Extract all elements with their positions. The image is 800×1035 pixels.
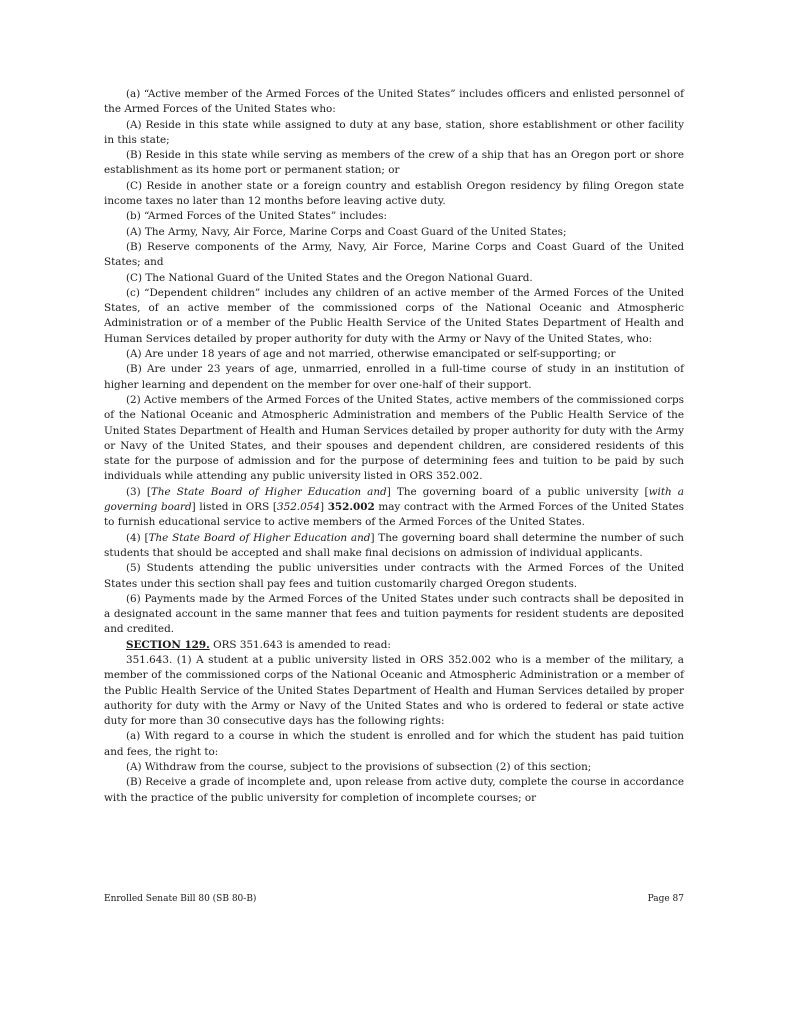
text-span: ] The governing board shall determine the number of such students that should be accepted and shall make final decisions on admission of individual applicants. [104,531,684,559]
paragraph: (2) Active members of the Armed Forces of the United States, active members of the commissioned corps of the National Oceanic and Atmospheric Administration and members of the Public Health Service of the United States Department of Health and Human Services detailed by proper authority for duty with the Army or Navy of the United States, and their spouses and dependent children, are considered residents of this state for the purpose of admission and for the purpose of determining fees and tuition to be paid by such individuals while attending any public university listed in ORS 352.002. [104,393,684,483]
page-number: Page 87 [647,894,684,904]
deleted-text: with a governing board [104,485,684,514]
deleted-text: 352.054 [276,501,320,514]
paragraph: (5) Students attending the public universities under contracts with the Armed Forces of the United States under this section shall pay fees and tuition customarily charged Oregon students. [104,562,684,590]
paragraph: (b) “Armed Forces of the United States” includes: [126,210,387,223]
paragraph: (C) The National Guard of the United States and the Oregon National Guard. [126,271,533,284]
section-intro: ORS 351.643 is amended to read: [209,638,391,651]
section-heading-line [104,638,684,653]
text-span: ] The governing board of a public university [ [386,485,649,498]
paragraph: (A) Are under 18 years of age and not married, otherwise emancipated or self-supporting; or [126,348,616,361]
text-span: ] listed in ORS [ [191,501,277,514]
paragraph: (6) Payments made by the Armed Forces of the United States under such contracts shall be deposited in a designated account in the same manner that fees and tuition payments for resident students are deposited and credited. [104,592,684,636]
paragraph: (A) Reside in this state while assigned to duty at any base, station, shore establishment or other facility in this state; [104,118,684,146]
deleted-text: The State Board of Higher Education and [150,485,387,498]
paragraph: (B) Receive a grade of incomplete and, upon release from active duty, complete the course in accordance with the practice of the public university for completion of incomplete courses; or [104,776,684,804]
paragraph: (A) Withdraw from the course, subject to the provisions of subsection (2) of this section; [126,761,592,774]
text-span: ] [319,501,328,514]
paragraph: (A) The Army, Navy, Air Force, Marine Corps and Coast Guard of the United States; [126,225,567,238]
paragraph: 351.643. (1) A student at a public university listed in ORS 352.002 who is a member of the military, a member of the commissioned corps of the National Oceanic and Atmospheric Administration or a member of the Public Health Service of the United States Department of Health and Human Services detailed by proper authority for duty with the Army or Navy of the United States and who is ordered to federal or state active duty for more than 30 consecutive days has the following rights: [104,653,684,728]
page-footer [104,894,684,904]
text-span: (3) [ [126,485,151,498]
bill-name: Enrolled Senate Bill 80 (SB 80-B) [104,894,257,904]
text-span: may contract with the Armed Forces of the United States to furnish educational service to active members of the Armed Forces of the United States. [104,501,685,529]
paragraph: (a) With regard to a course in which the student is enrolled and for which the student has paid tuition and fees, the right to: [104,730,684,758]
paragraph: (B) Are under 23 years of age, unmarried, enrolled in a full-time course of study in an institution of higher learning and dependent on the member for over one-half of their support. [104,363,684,391]
deleted-text: The State Board of Higher Education and [148,531,371,544]
inserted-text: 352.002 [327,501,375,514]
paragraph: (C) Reside in another state or a foreign country and establish Oregon residency by filing Oregon state income taxes no later than 12 months before leaving active duty. [104,179,684,208]
paragraph-3 [104,485,684,531]
section-heading: SECTION 129. [126,638,210,651]
paragraph: (c) “Dependent children” includes any children of an active member of the Armed Forces of the United States, of an active member of the commissioned corps of the National Oceanic and Atmospheric Administration or of a member of the Public Health Service of the United States Department of Health and Human Services detailed by proper authority for duty with the Army or Navy of the United States, who: [104,286,684,345]
paragraph: (B) Reside in this state while serving as members of the crew of a ship that has an Oregon port or shore establishment as its home port or permanent station; or [104,149,684,177]
paragraph-4 [104,531,684,562]
document-body [104,87,684,806]
paragraph: (a) “Active member of the Armed Forces of the United States” includes officers and enlisted personnel of the Armed Forces of the United States who: [104,88,684,116]
paragraph: (B) Reserve components of the Army, Navy, Air Force, Marine Corps and Coast Guard of the United States; and [104,240,684,269]
text-span: (4) [ [126,531,149,544]
